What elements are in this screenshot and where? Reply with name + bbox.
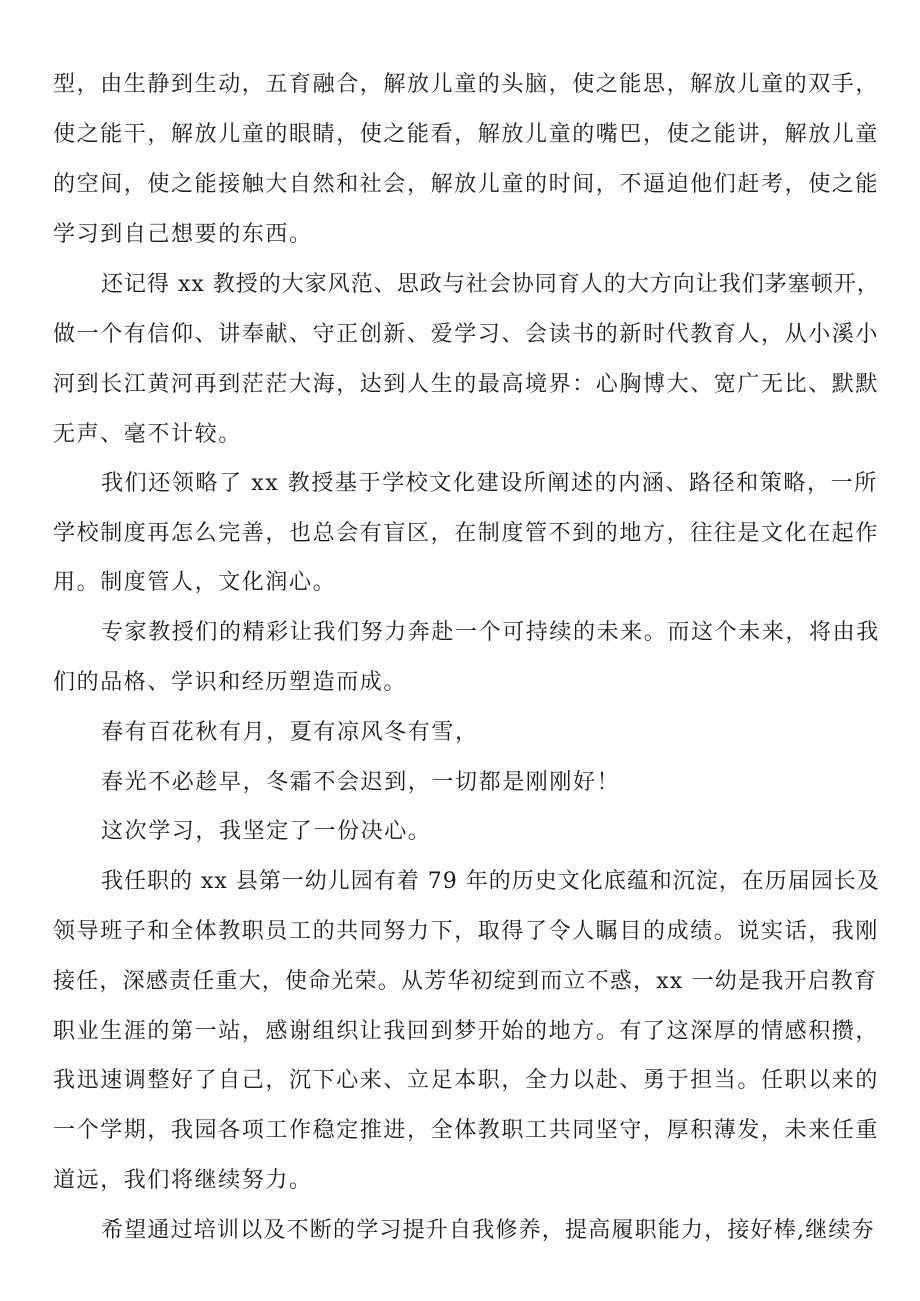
text-line: 无声、毫不计较。 xyxy=(53,422,242,447)
text-line: 做一个有信仰、讲奉献、守正创新、爱学习、会读书的新时代教育人，从小溪小 xyxy=(53,322,880,347)
text-line: 专家教授们的精彩让我们努力奔赴一个可持续的未来。而这个未来，将由我 xyxy=(101,620,880,645)
text-line: 学校制度再怎么完善，也总会有盲区，在制度管不到的地方，往往是文化在起作 xyxy=(53,521,880,546)
text-line: 我们还领略了 xx 教授基于学校文化建设所阐述的内涵、路径和策略，一所 xyxy=(101,471,878,496)
text-line: 这次学习，我坚定了一份决心。 xyxy=(101,819,432,844)
text-line: 河到长江黄河再到茫茫大海，达到人生的最高境界：心胸博大、宽广无比、默默 xyxy=(53,372,880,397)
text-line: 用。制度管人，文化润心。 xyxy=(53,570,337,595)
text-line: 春光不必趁早，冬霜不会迟到，一切都是刚刚好！ xyxy=(101,770,621,795)
text-line: 还记得 xx 教授的大家风范、思政与社会协同育人的大方向让我们茅塞顿开， xyxy=(101,272,880,297)
text-line: 道远，我们将继续努力。 xyxy=(53,1168,313,1193)
text-line: 职业生涯的第一站，感谢组织让我回到梦开始的地方。有了这深厚的情感积攒， xyxy=(53,1019,880,1044)
text-line: 学习到自己想要的东西。 xyxy=(53,222,313,247)
text-line: 们的品格、学识和经历塑造而成。 xyxy=(53,670,408,695)
text-line: 型，由生静到生动，五育融合，解放儿童的头脑，使之能思，解放儿童的双手， xyxy=(53,72,880,97)
text-line: 一个学期，我园各项工作稳定推进，全体教职工共同坚守，厚积薄发，未来任重 xyxy=(53,1118,880,1143)
text-line: 的空间，使之能接触大自然和社会，解放儿童的时间，不逼迫他们赶考，使之能 xyxy=(53,172,880,197)
text-line: 接任，深感责任重大，使命光荣。从芳华初绽到而立不惑，xx 一幼是我开启教育 xyxy=(53,969,878,994)
text-line: 希望通过培训以及不断的学习提升自我修养，提高履职能力，接好棒,继续夯 xyxy=(101,1218,875,1243)
text-line: 我迅速调整好了自己，沉下心来、立足本职，全力以赴、勇于担当。任职以来的 xyxy=(53,1068,880,1093)
text-line: 春有百花秋有月，夏有凉风冬有雪， xyxy=(101,720,479,745)
text-line: 使之能干，解放儿童的眼睛，使之能看，解放儿童的嘴巴，使之能讲，解放儿童 xyxy=(53,122,880,147)
text-line: 我任职的 xx 县第一幼儿园有着 79 年的历史文化底蕴和沉淀，在历届园长及 xyxy=(101,869,880,894)
text-line: 领导班子和全体教职员工的共同努力下，取得了令人瞩目的成绩。说实话，我刚 xyxy=(53,919,880,944)
